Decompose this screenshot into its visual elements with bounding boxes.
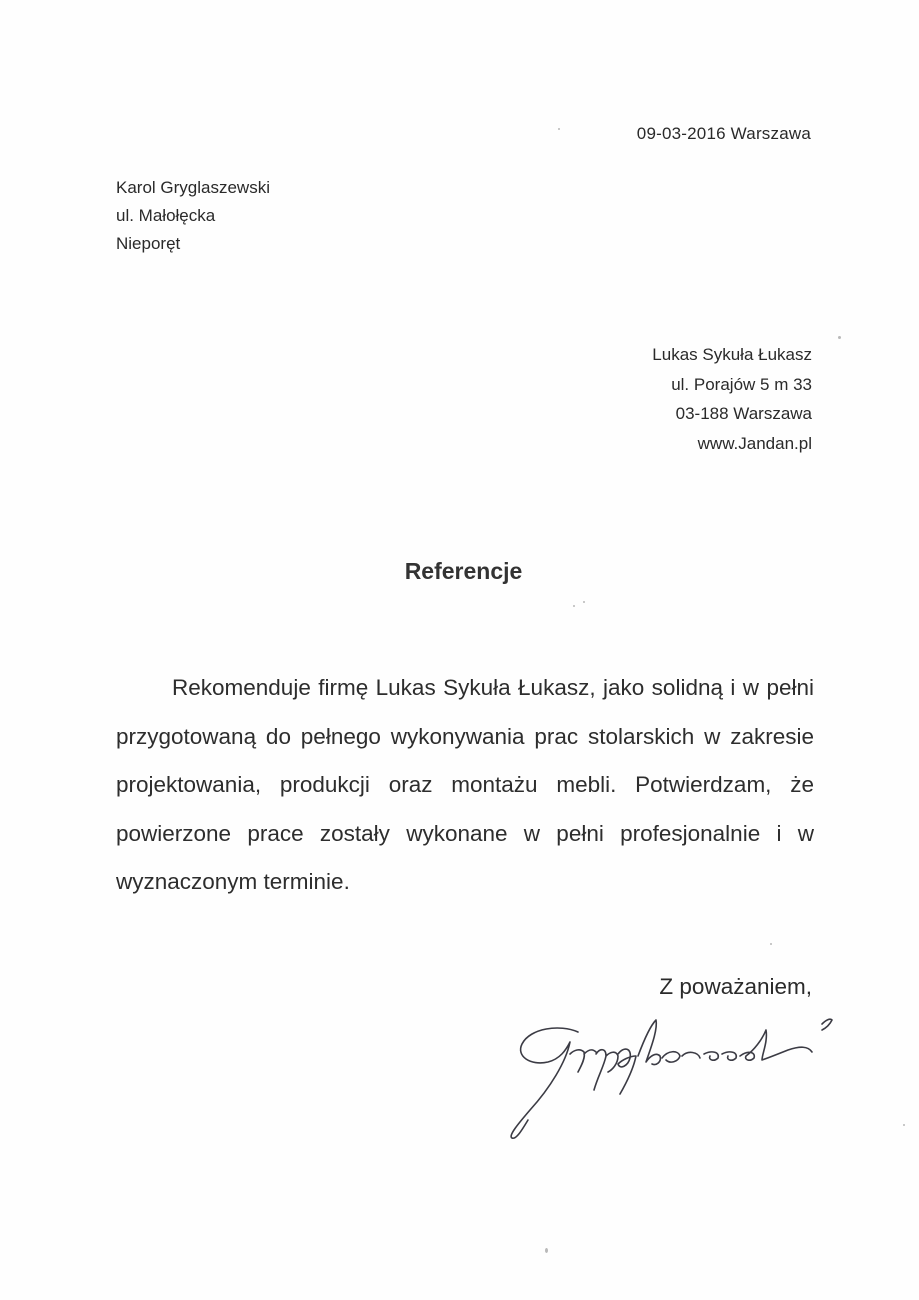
- recipient-address: [116, 174, 270, 258]
- scan-speck: [573, 605, 575, 607]
- sender-street: ul. Porajów 5 m 33: [671, 374, 812, 394]
- recipient-name: Karol Gryglaszewski: [116, 178, 270, 197]
- sender-address: [652, 340, 812, 458]
- letter-title: Referencje: [404, 558, 523, 584]
- sender-name: Lukas Sykuła Łukasz: [652, 345, 812, 364]
- scan-speck: [545, 1248, 548, 1253]
- recipient-street: ul. Małołęcka: [116, 206, 216, 225]
- handwritten-signature: [500, 1010, 870, 1150]
- scan-speck: [583, 601, 585, 603]
- scan-speck: [770, 943, 772, 945]
- closing-phrase: Z poważaniem,: [659, 974, 812, 999]
- sender-city: 03-188 Warszawa: [675, 404, 812, 423]
- recipient-city: Nieporęt: [116, 234, 181, 253]
- scan-speck: [838, 336, 841, 339]
- scan-speck: [558, 128, 560, 130]
- letter-body: Rekomenduje firmę Lukas Sykuła Łukasz, jako solidną i w pełni przygotowaną do pełnego wykonywania prac stolarskich w zakresie projektowania, produkcji oraz montażu mebli. Potwierdzam, że powierzone prace zostały wykonane w pełni profesjonalnie i w wyznaczonym terminie.: [116, 675, 814, 894]
- sender-website: www.Jandan.pl: [697, 433, 812, 453]
- date-place: 09-03-2016 Warszawa: [636, 124, 811, 143]
- scan-speck: [903, 1124, 905, 1126]
